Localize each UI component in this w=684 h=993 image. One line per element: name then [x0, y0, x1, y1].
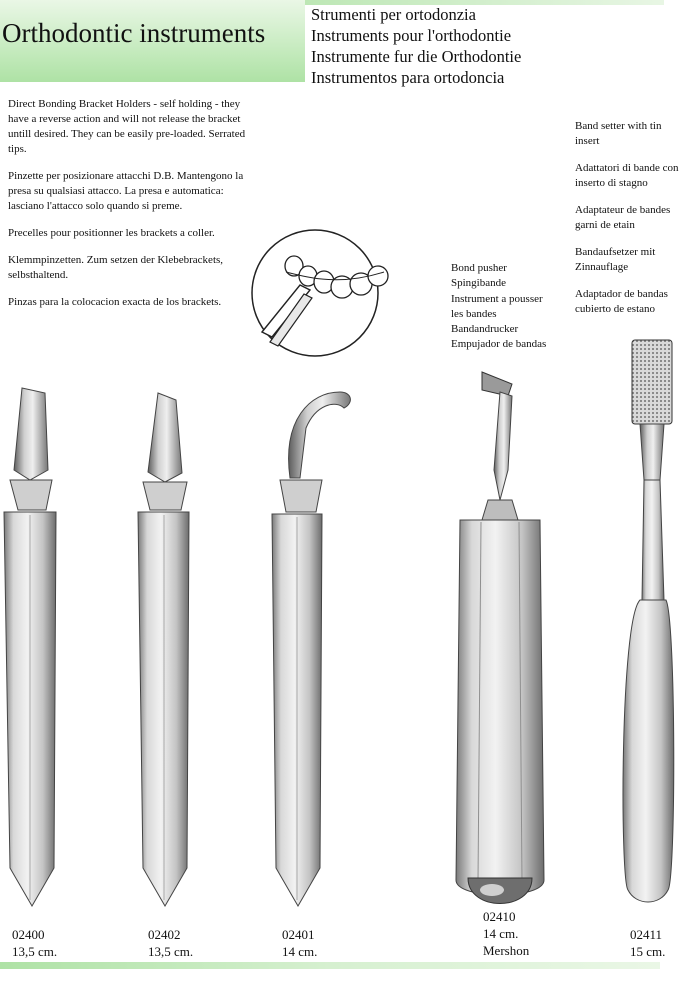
band-setter-german: Bandaufsetzer mit Zinnauflage	[575, 246, 656, 273]
bond-pusher-line: Instrument a pousser	[451, 292, 543, 305]
band-setter-italian: Adattatori di bande con inserto di stagno	[575, 162, 679, 189]
product-code: 02411	[630, 927, 663, 942]
footer-stripe	[0, 962, 660, 969]
band-setter-english: Band setter with tin insert	[575, 120, 662, 147]
band-setter-spanish: Adaptador de bandas cubierto de estano	[575, 288, 668, 315]
band-setter-french: Adaptateur de bandes garni de etain	[575, 204, 671, 231]
bond-pusher-line: Empujador de bandas	[451, 338, 547, 351]
product-code: 02400	[12, 927, 45, 942]
product-note: Mershon	[483, 943, 530, 958]
description-spanish: Pinzas para la colocacion exacta de los brackets.	[8, 296, 222, 308]
product-size: 13,5 cm.	[148, 944, 194, 959]
translation-german: Instrumente fur die Orthodontie	[311, 47, 522, 66]
description-german: Klemmpinzetten. Zum setzen der Klebebrackets, selbsthaltend.	[8, 254, 224, 281]
product-size: 15 cm.	[630, 944, 666, 959]
description-english: Direct Bonding Bracket Holders - self holding - they have a reverse action and will not release the bracket untill desired. They can be easily pre-loaded. Serrated tips.	[8, 98, 246, 155]
instrument-02400-illustration	[4, 388, 56, 906]
product-02402	[148, 926, 193, 960]
bond-pusher-line: Bond pusher	[451, 262, 507, 274]
product-size: 14 cm.	[483, 926, 519, 941]
product-code: 02401	[282, 927, 315, 942]
instrument-02411-illustration	[623, 340, 674, 902]
description-italian: Pinzette per posizionare attacchi D.B. Mantengono la presa su qualsiasi attacco. La presa e automatica: lasciano l'attacco solo quando si preme.	[8, 170, 244, 212]
instrument-02401-illustration	[272, 392, 350, 906]
translation-spanish: Instrumentos para ortodoncia	[311, 68, 505, 87]
product-02411	[630, 926, 665, 960]
product-02410	[483, 908, 529, 959]
product-size: 13,5 cm.	[12, 944, 58, 959]
translation-italian: Strumenti per ortodonzia	[311, 5, 476, 24]
bond-pusher-line: Bandandrucker	[451, 323, 519, 336]
translation-french: Instruments pour l'orthodontie	[311, 26, 512, 45]
product-02401	[282, 926, 317, 960]
bracket-placement-detail	[252, 230, 388, 356]
description-french: Precelles pour positionner les brackets a coller.	[8, 227, 215, 239]
bond-pusher-line: les bandes	[451, 307, 497, 320]
product-code: 02402	[148, 927, 181, 942]
product-size: 14 cm.	[282, 944, 318, 959]
product-code: 02410	[483, 909, 516, 924]
instrument-02410-illustration	[456, 372, 544, 904]
page-title: Orthodontic instruments	[2, 18, 266, 48]
bond-pusher-line: Spingibande	[451, 277, 506, 290]
product-02400	[12, 926, 57, 960]
instrument-02402-illustration	[138, 393, 189, 906]
